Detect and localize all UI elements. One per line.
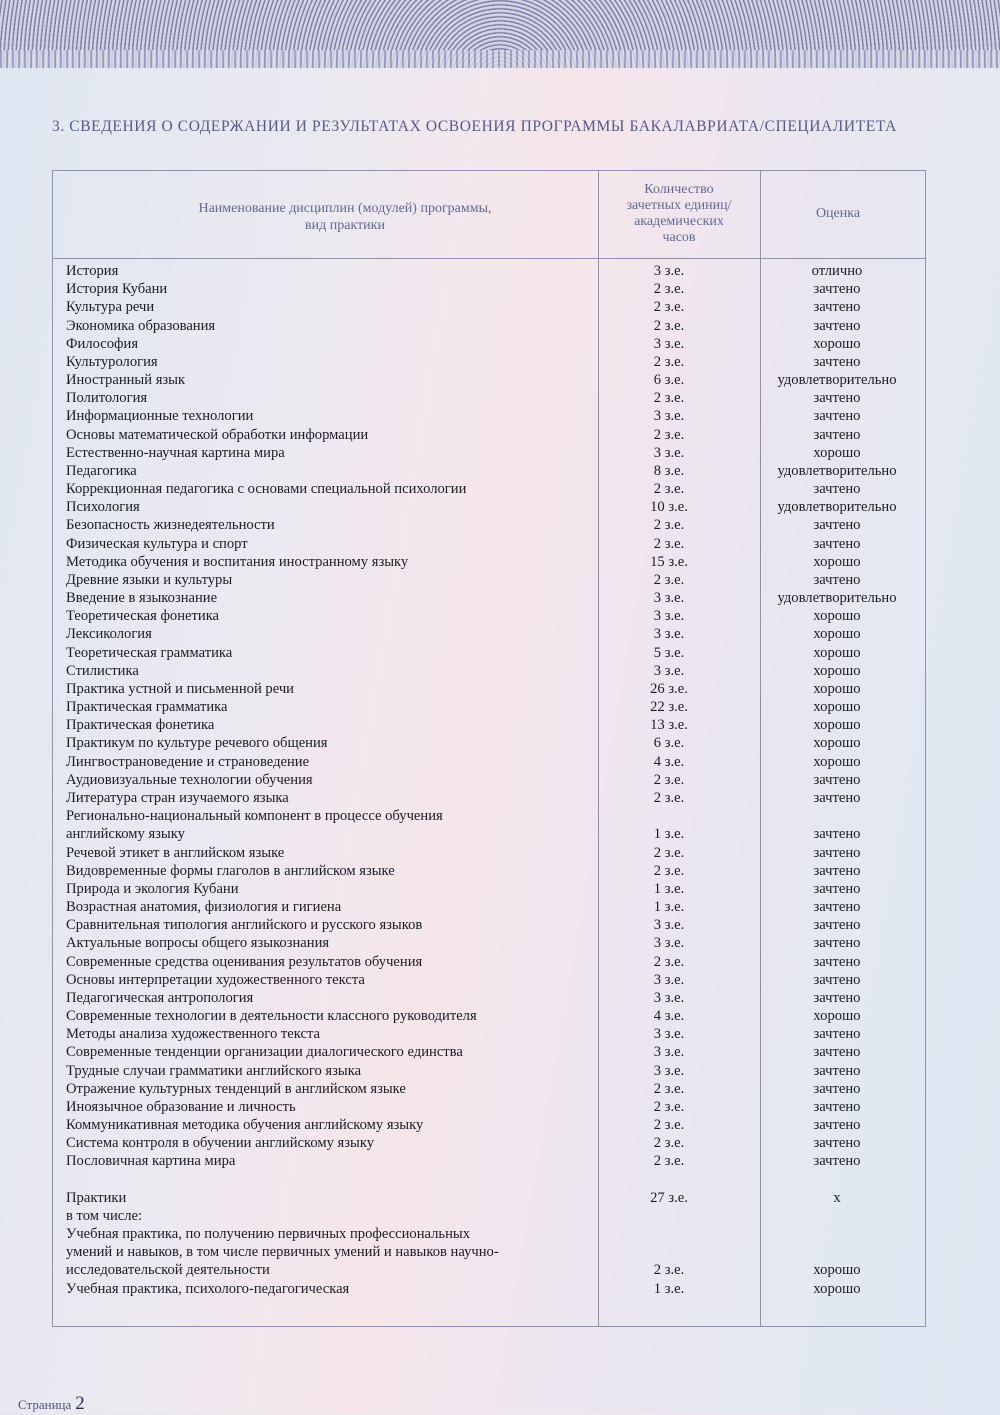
row-name: Литература стран изучаемого языка [66,789,289,806]
row-credits: 6 з.е. [653,372,685,389]
row-name: Лингвострановедение и страноведение [66,753,310,770]
table-row [0,1062,1000,1080]
row-grade: удовлетворительно [777,462,897,479]
table-row [0,1043,1000,1061]
row-grade: зачтено [813,1153,861,1170]
row-credits: 26 з.е. [650,680,688,697]
row-grade: зачтено [813,390,861,407]
row-grade: зачтено [813,317,861,334]
row-credits: 2 з.е. [653,771,685,788]
table-row [0,498,1000,516]
row-credits: 3 з.е. [653,626,685,643]
row-name: Сравнительная типология английского и русского языков [66,917,423,934]
header-divider [53,258,925,259]
row-name: Лексикология [66,626,152,643]
row-name: Информационные технологии [66,408,254,425]
row-credits: 8 з.е. [653,462,685,479]
table-row [0,844,1000,862]
row-grade: хорошо [813,608,861,625]
table-row [0,262,1000,280]
row-credits: 2 з.е. [653,571,685,588]
row-name: Безопасность жизнедеятельности [66,517,275,534]
row-grade: зачтено [813,1080,861,1097]
row-credits: 2 з.е. [653,481,685,498]
page-label: Страница [18,1397,72,1412]
row-grade: зачтено [813,299,861,316]
row-credits: 2 з.е. [653,862,685,879]
table-body [0,262,1000,1298]
table-row [0,716,1000,734]
table-row [0,407,1000,425]
row-name: Введение в языкознание [66,590,218,607]
row-credits: 3 з.е. [653,917,685,934]
row-name: Философия [66,335,139,352]
row-grade: зачтено [813,1044,861,1061]
row-name: Культура речи [66,299,155,316]
table-row [0,916,1000,934]
row-name: История [66,263,119,279]
row-name: Система контроля в обучении английскому языку [66,1135,375,1152]
row-grade: зачтено [813,481,861,498]
table-row [0,444,1000,462]
table-row [0,807,1000,825]
table-row [0,1243,1000,1261]
row-credits: 3 з.е. [653,263,685,279]
row-name: Политология [66,390,148,407]
row-credits: 1 з.е. [653,826,685,843]
row-credits: 3 з.е. [653,590,685,607]
row-credits: 2 з.е. [653,353,685,370]
table-row [0,1098,1000,1116]
row-grade: зачтено [813,917,861,934]
page-number: 2 [75,1393,85,1414]
row-name: Физическая культура и спорт [66,535,248,552]
row-name: Аудиовизуальные технологии обучения [66,771,313,788]
row-credits: 27 з.е. [650,1189,688,1206]
table-row [0,335,1000,353]
row-name: Основы математической обработки информации [66,426,369,443]
table-row [0,698,1000,716]
table-row [0,662,1000,680]
table-row [0,953,1000,971]
row-credits: 2 з.е. [653,1080,685,1097]
table-row [0,1025,1000,1043]
row-name: Практикум по культуре речевого общения [66,735,328,752]
row-name: Основы интерпретации художественного текста [66,971,365,988]
row-grade: хорошо [813,335,861,352]
row-name: Отражение культурных тенденций в английском языке [66,1080,406,1097]
row-name: в том числе: [66,1207,143,1224]
row-name: Иноязычное образование и личность [66,1098,296,1115]
table-row [0,426,1000,444]
row-credits: 2 з.е. [653,299,685,316]
row-credits: 3 з.е. [653,971,685,988]
row-credits: 3 з.е. [653,662,685,679]
row-credits: 2 з.е. [653,390,685,407]
row-name: Регионально-национальный компонент в процессе обучения [66,808,443,825]
table-row [0,880,1000,898]
row-grade: зачтено [813,281,861,298]
table-row [0,389,1000,407]
row-name: исследовательской деятельности [66,1262,270,1279]
row-credits: 2 з.е. [653,517,685,534]
row-credits: 10 з.е. [650,499,688,516]
row-credits: 3 з.е. [653,335,685,352]
row-name: Психология [66,499,140,516]
row-name: Природа и экология Кубани [66,880,239,897]
row-grade: удовлетворительно [777,590,897,607]
row-credits: 2 з.е. [653,1098,685,1115]
row-credits: 3 з.е. [653,989,685,1006]
table-row [0,480,1000,498]
row-name: Стилистика [66,662,139,679]
table-row [0,680,1000,698]
row-name: Пословичная картина мира [66,1153,236,1170]
row-name: Естественно-научная картина мира [66,444,285,461]
row-grade: зачтено [813,899,861,916]
row-credits: 2 з.е. [653,535,685,552]
row-credits: 2 з.е. [653,789,685,806]
row-grade: удовлетворительно [777,499,897,516]
row-grade: зачтено [813,953,861,970]
row-credits: 3 з.е. [653,408,685,425]
table-row [0,971,1000,989]
row-grade: зачтено [813,426,861,443]
row-grade: удовлетворительно [777,372,897,389]
row-credits: 1 з.е. [653,899,685,916]
row-name: Педагогика [66,462,137,479]
row-name: История Кубани [66,281,168,298]
table-row [0,644,1000,662]
table-row [0,1116,1000,1134]
row-name: Методы анализа художественного текста [66,1026,320,1043]
row-name: английскому языку [66,826,185,843]
row-grade: зачтено [813,789,861,806]
table-row [0,353,1000,371]
row-name: Древние языки и культуры [66,571,233,588]
row-credits: 3 з.е. [653,1044,685,1061]
row-credits: 3 з.е. [653,1062,685,1079]
row-credits: 22 з.е. [650,699,688,716]
table-row [0,535,1000,553]
row-credits: 6 з.е. [653,735,685,752]
table-row [0,553,1000,571]
row-credits: 2 з.е. [653,1135,685,1152]
row-name: Культурология [66,353,158,370]
table-row [0,898,1000,916]
header-credits-line2: зачетных единиц/ [626,198,732,213]
row-grade: хорошо [813,444,861,461]
header-name-line1: Наименование дисциплин (модулей) программы, [198,201,492,216]
row-grade: зачтено [813,971,861,988]
row-grade: хорошо [813,1280,861,1297]
row-name: Возрастная анатомия, физиология и гигиена [66,899,342,916]
row-name: Теоретическая фонетика [66,608,220,625]
row-grade: зачтено [813,408,861,425]
table-row [0,607,1000,625]
page-title: 3. СВЕДЕНИЯ О СОДЕРЖАНИИ И РЕЗУЛЬТАТАХ ОСВОЕНИЯ ПРОГРАММЫ БАКАЛАВРИАТА/СПЕЦИАЛИТЕТА [52,118,897,135]
row-name: Трудные случаи грамматики английского языка [66,1062,362,1079]
row-name: Практическая грамматика [66,699,228,716]
row-credits: 1 з.е. [653,1280,685,1297]
row-grade: зачтено [813,989,861,1006]
table-row [0,1152,1000,1170]
row-grade: зачтено [813,826,861,843]
row-name: Педагогическая антропология [66,989,254,1006]
row-credits: 3 з.е. [653,608,685,625]
row-name: Теоретическая грамматика [66,644,233,661]
header-discipline-name [110,200,580,234]
page-footer [18,1393,85,1415]
row-name: Современные средства оценивания результатов обучения [66,953,423,970]
row-grade: зачтено [813,1135,861,1152]
row-grade: хорошо [813,753,861,770]
row-name: Учебная практика, по получению первичных профессиональных [66,1226,470,1243]
table-row [0,1189,1000,1207]
row-credits: 15 з.е. [650,553,688,570]
row-name: Современные тенденции организации диалогического единства [66,1044,463,1061]
row-credits: 3 з.е. [653,1026,685,1043]
row-credits: 2 з.е. [653,426,685,443]
row-grade: зачтено [813,1062,861,1079]
row-grade: хорошо [813,662,861,679]
table-row [0,1007,1000,1025]
table-row [0,571,1000,589]
row-credits: 2 з.е. [653,281,685,298]
row-grade: зачтено [813,1117,861,1134]
row-grade: хорошо [813,1262,861,1279]
row-credits: 5 з.е. [653,644,685,661]
row-grade: хорошо [813,680,861,697]
table-row [0,317,1000,335]
row-credits: 3 з.е. [653,935,685,952]
row-grade: зачтено [813,517,861,534]
row-name: Практическая фонетика [66,717,215,734]
row-credits: 2 з.е. [653,953,685,970]
row-credits: 2 з.е. [653,1117,685,1134]
row-credits: 2 з.е. [653,1262,685,1279]
row-credits: 2 з.е. [653,1153,685,1170]
header-credits-line4: часов [662,230,696,245]
row-grade: хорошо [813,1008,861,1025]
table-row [0,825,1000,843]
row-grade: хорошо [813,553,861,570]
row-grade: отлично [811,263,863,279]
row-name: Практика устной и письменной речи [66,680,294,697]
table-row [0,589,1000,607]
row-grade: зачтено [813,571,861,588]
row-grade: хорошо [813,626,861,643]
table-row [0,1134,1000,1152]
row-grade: x [833,1189,841,1206]
table-row [0,462,1000,480]
row-grade: зачтено [813,1026,861,1043]
table-row [0,862,1000,880]
row-name: умений и навыков, в том числе первичных умений и навыков научно- [66,1244,499,1261]
row-name: Практики [66,1189,127,1206]
table-row [0,1261,1000,1279]
row-credits: 1 з.е. [653,880,685,897]
header-grade: Оценка [815,206,861,221]
row-credits: 4 з.е. [653,1008,685,1025]
row-name: Актуальные вопросы общего языкознания [66,935,330,952]
table-row [0,753,1000,771]
table-row [0,789,1000,807]
row-grade: зачтено [813,1098,861,1115]
table-row [0,1080,1000,1098]
table-row [0,771,1000,789]
table-row [0,625,1000,643]
row-grade: хорошо [813,717,861,734]
table-row [0,1171,1000,1189]
row-credits: 2 з.е. [653,844,685,861]
row-name: Коммуникативная методика обучения английскому языку [66,1117,424,1134]
row-grade: зачтено [813,535,861,552]
row-name: Экономика образования [66,317,216,334]
row-grade: хорошо [813,644,861,661]
row-credits: 4 з.е. [653,753,685,770]
row-name: Методика обучения и воспитания иностранному языку [66,553,409,570]
row-name: Иностранный язык [66,372,186,389]
header-credits-line3: академических [634,214,724,229]
table-row [0,1280,1000,1298]
table-row [0,280,1000,298]
row-credits: 2 з.е. [653,317,685,334]
row-credits: 3 з.е. [653,444,685,461]
table-row [0,371,1000,389]
row-name: Учебная практика, психолого-педагогическая [66,1280,350,1297]
table-row [0,989,1000,1007]
table-row [0,1207,1000,1225]
table-row [0,298,1000,316]
row-grade: хорошо [813,699,861,716]
table-row [0,516,1000,534]
table-row [0,934,1000,952]
row-grade: зачтено [813,880,861,897]
row-name: Речевой этикет в английском языке [66,844,285,861]
row-grade: зачтено [813,935,861,952]
table-row [0,1225,1000,1243]
header-credits [599,182,759,246]
guilloche-border [0,0,1000,68]
header-credits-line1: Количество [644,182,714,197]
row-credits: 13 з.е. [650,717,688,734]
row-grade: зачтено [813,353,861,370]
header-name-line2: вид практики [305,218,385,233]
row-name: Видовременные формы глаголов в английском языке [66,862,395,879]
row-grade: зачтено [813,771,861,788]
row-name: Современные технологии в деятельности классного руководителя [66,1008,477,1025]
row-grade: зачтено [813,844,861,861]
row-grade: зачтено [813,862,861,879]
row-name: Коррекционная педагогика с основами специальной психологии [66,481,467,498]
table-row [0,734,1000,752]
row-grade: хорошо [813,735,861,752]
